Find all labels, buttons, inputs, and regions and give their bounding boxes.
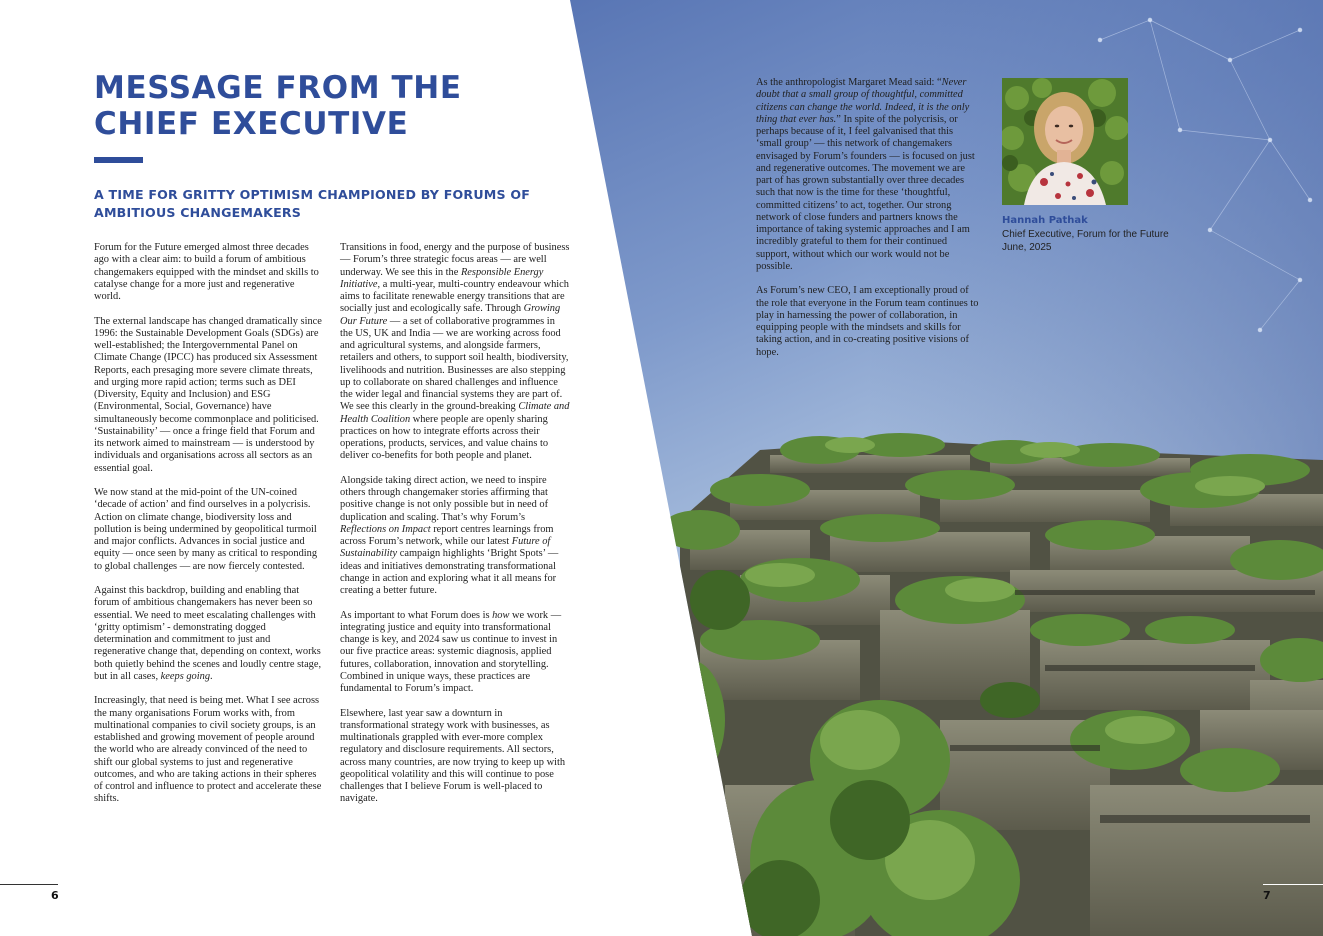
text-run: where people are openly sharing practices on how to integrate efforts across their operations, products, services, and value chains to deliver co-benefits for both people and planet.: [340, 413, 549, 462]
col1-paragraph-5: [94, 695, 322, 805]
ceo-portrait-photo: [1002, 78, 1128, 205]
text-run: Increasingly, that need is being met. What I see across the many organisations Forum works with, from multinational companies to civil society groups, is an established and growing movement of people around the world who are already convinced of the need to shift our global systems to just and regenerative outcomes, and who are taking actions in their spheres of control and influence to protect and accelerate these shifts.: [94, 695, 322, 805]
col3-paragraph-2: [756, 285, 981, 359]
col1-paragraph-4: [94, 585, 322, 683]
text-run: Forum for the Future emerged almost three decades ago with a clear aim: to build a forum of ambitious changemakers equipped with the mindset and skills to catalyse change for a more just and regenerative world.: [94, 242, 319, 302]
italic-text: how: [492, 609, 510, 621]
title-rule: [94, 157, 143, 163]
page-number-rule-left: [0, 884, 58, 885]
text-run: We now stand at the mid-point of the UN-coined ‘decade of action’ and find ourselves in a polycrisis. Action on climate change, biodiversity loss and pollution is being undermined by geopolitical turmoil and major conflicts. Advances in social justice and equity — once seen by many as critical to responding to global challenges — are now fiercely contested.: [94, 487, 318, 572]
page-title: MESSAGE FROM THE CHIEF EXECUTIVE: [94, 70, 462, 142]
text-run: Elsewhere, last year saw a downturn in transformational strategy work with businesses, as multinationals grappled with ever-more complex regulatory and disclosure requirements. All sectors, across many countries, are now trying to keep up with geopolitical volatility and this will continue to pose challenges that I believe Forum is well-placed to navigate.: [340, 707, 566, 805]
text-run: Alongside taking direct action, we need to inspire others through changemaker stories affirming that positive change is not only possible but in need of duplication and scaling. That’s why Forum’s: [340, 474, 549, 523]
italic-text: keeps going: [160, 670, 211, 682]
text-run: — a set of collaborative programmes in the US, UK and India — we are working across food and agricultural systems, and alongside farmers, retailers and others, to support soil health, biodiversity, livelihoods and nutrition. Businesses are also stepping up to collaborate on shared challenges and influence the wider legal and financial systems they are part of. We see this clearly in the ground-breaking: [340, 315, 569, 413]
italic-text: Reflections on Impact: [340, 523, 431, 535]
text-run: we work — integrating justice and equity into transformational change is key, and 2024 saw us continue to invest in our five practice areas: systemic diagnosis, applied futures, collaboration, innovation and storytelling. Combined in unique ways, these practices are fundamental to Forum’s impact.: [340, 609, 562, 694]
text-run: , a multi-year, multi-country endeavour which aims to facilitate renewable energy transitions that are socially just and ecologically safe. Through: [340, 278, 569, 315]
text-run: The external landscape has changed dramatically since 1996: the Sustainable Development Goals (SDGs) are well-established; the Intergovernmental Panel on Climate Change (IPCC) has produced six Assessment Reports, each presaging more severe climate threats, and urging more rapid action; terms such as DEI (Diversity, Equity and Inclusion) and ESG (Environmental, Social, Governance) have simultaneously become commonplace and politicised. ‘Sustainability’ — once a fringe field that Forum and its network aimed to mainstream — is understood by individuals and organisations across all sectors as an essential goal.: [94, 315, 322, 474]
text-run: Against this backdrop, building and enabling that forum of ambitious changemakers has never been so essential. We need to meet escalating challenges with ‘gritty optimism’ - demonstrating dogged determination and commitment to just and regenerative change that, depending on context, works both quietly behind the scenes and loudly centre stage, but in all cases,: [94, 585, 322, 682]
body-column-1: [94, 242, 322, 818]
caption-role: Chief Executive, Forum for the Future: [1002, 228, 1169, 240]
text-run: report centres learnings from across Forum’s network, while our latest: [340, 523, 554, 547]
italic-text: Future of Sustainability: [340, 536, 551, 560]
page-number-right: 7: [1263, 889, 1271, 902]
text-run: campaign highlights ‘Bright Spots’ — ideas and initiatives demonstrating transformational change in action and exploring what it all means for creating a better future.: [340, 548, 559, 596]
page-number-left: 6: [51, 889, 59, 902]
page-subtitle: A TIME FOR GRITTY OPTIMISM CHAMPIONED BY FORUMS OF AMBITIOUS CHANGEMAKERS: [94, 187, 531, 220]
italic-text: Responsible Energy Initiative: [340, 266, 544, 290]
text-run: As important to what Forum does is: [340, 609, 493, 621]
body-column-3: [756, 77, 981, 371]
col1-paragraph-2: [94, 316, 322, 475]
col3-paragraph-1: [756, 77, 981, 273]
portrait-caption: [1002, 214, 1182, 255]
caption-date: June, 2025: [1002, 242, 1052, 253]
text-run: Transitions in food, energy and the purpose of business — Forum’s three strategic focus areas — are well underway. We see this in the: [340, 242, 570, 278]
col1-paragraph-3: [94, 487, 322, 573]
col1-paragraph-1: [94, 242, 322, 303]
col2-paragraph-3: [340, 610, 570, 696]
caption-name: Hannah Pathak: [1002, 215, 1088, 226]
text-run: As the anthropologist Margaret Mead said: “: [756, 77, 942, 88]
italic-text: Never doubt that a small group of thoughtful, committed citizens can change the world. Indeed, it is the only thing that ever has.: [756, 77, 970, 125]
italic-text: Climate and Health Coalition: [340, 401, 570, 425]
col2-paragraph-4: [340, 708, 570, 806]
text-run: ” In spite of the polycrisis, or perhaps because of it, I feel galvanised that this ‘small group’ — this network of changemakers envisaged by Forum’s founders — is focused on just and regenerative outcomes. The movement we are part of has grown substantially over three decades such that now is the time for these ‘thoughtful, committed citizens’ to act, together. Our strong network of close funders and partners knows the importance of taking systemic approaches and I am incredibly grateful to them for their continued support, without which our work would not be possible.: [756, 113, 975, 272]
italic-text: Growing Our Future: [340, 303, 561, 327]
text-run: As Forum’s new CEO, I am exceptionally proud of the role that everyone in the Forum team continues to play in harnessing the power of collaboration, in equipping people with the mindsets and skills for taking action, and in co-creating positive visions of hope.: [756, 285, 979, 358]
body-column-2: [340, 242, 570, 818]
page-number-rule-right: [1263, 884, 1323, 885]
col2-paragraph-2: [340, 475, 570, 598]
text-run: .: [210, 670, 213, 682]
col2-paragraph-1: [340, 242, 570, 463]
